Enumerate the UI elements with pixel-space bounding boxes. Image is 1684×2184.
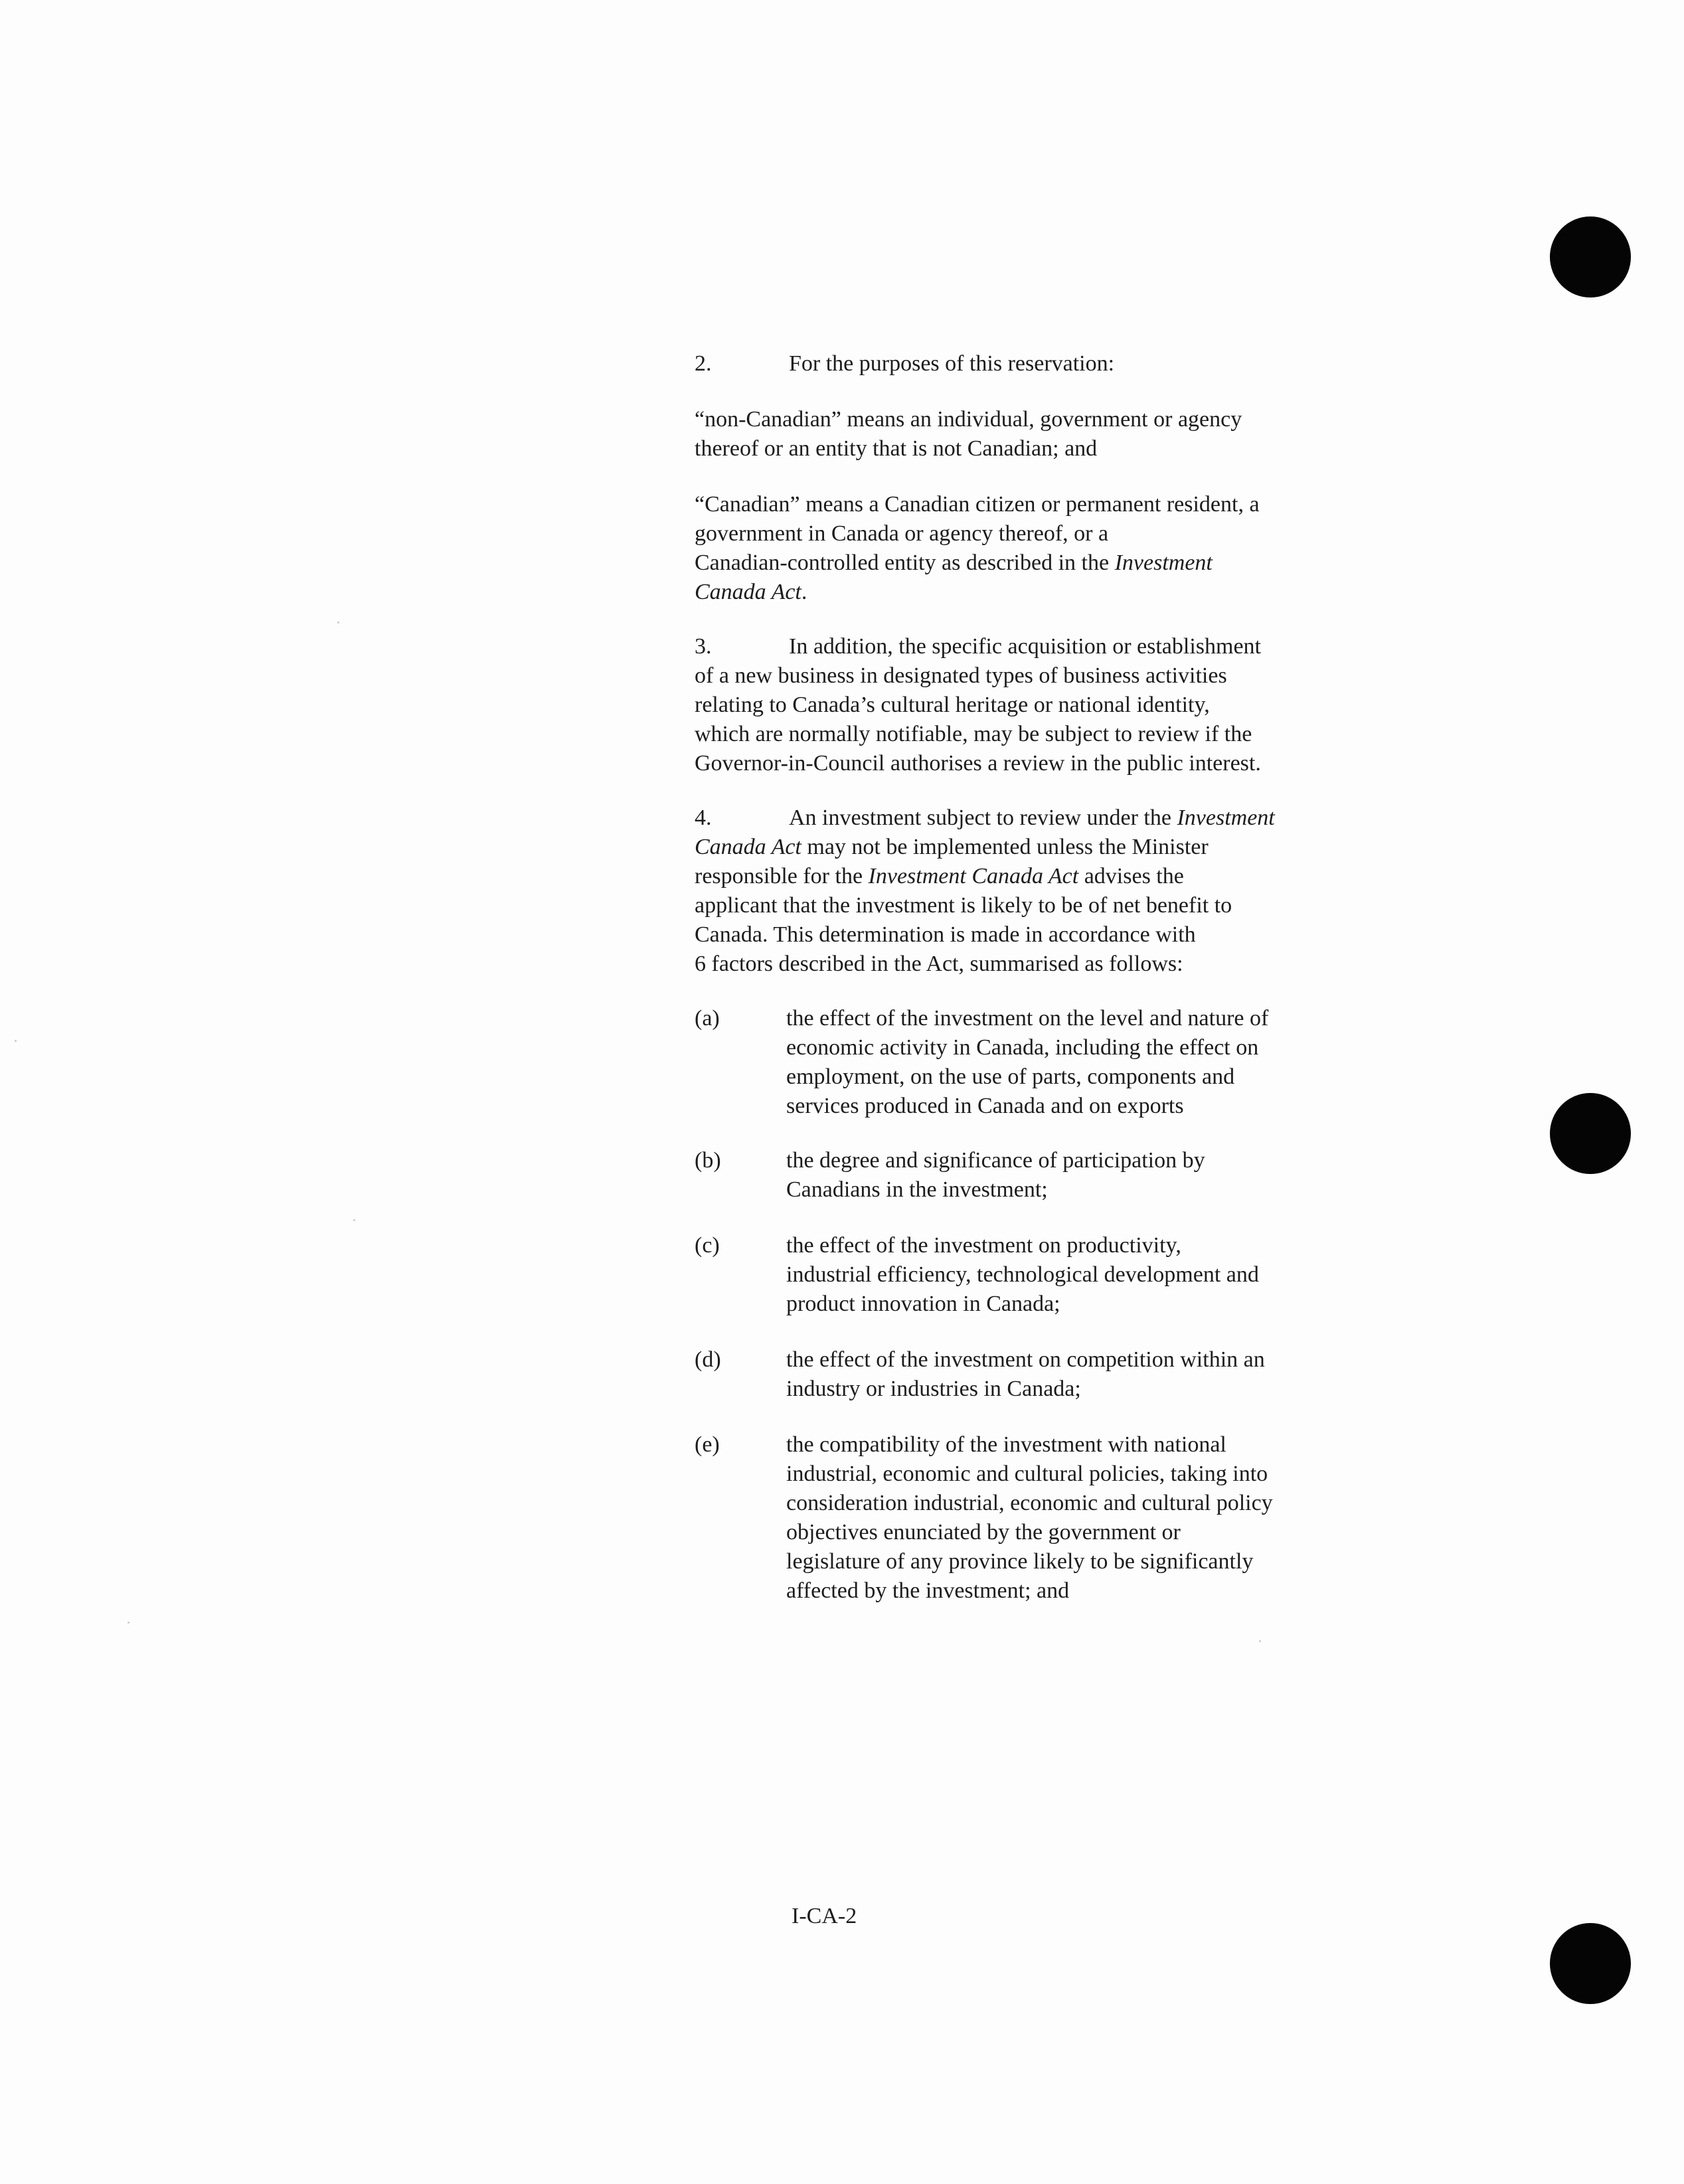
paragraph-2 bbox=[695, 349, 1352, 378]
page-number: I-CA-2 bbox=[792, 1904, 857, 1928]
paragraph-number: 3. bbox=[695, 634, 712, 659]
paragraph-text: An investment subject to review under the bbox=[789, 805, 1177, 830]
factor-line: the effect of the investment on productivity, bbox=[786, 1233, 1181, 1258]
act-title: Investment bbox=[1177, 805, 1275, 830]
factor-line: industry or industries in Canada; bbox=[786, 1377, 1081, 1401]
definition-line: government in Canada or agency thereof, or a bbox=[695, 521, 1109, 546]
paragraph-3 bbox=[695, 632, 1352, 778]
paragraph-line: 6 factors described in the Act, summarised as follows: bbox=[695, 952, 1183, 976]
factor-line: services produced in Canada and on exports bbox=[786, 1094, 1184, 1118]
factor-line: the effect of the investment on the level and nature of bbox=[786, 1006, 1269, 1031]
paragraph-line: of a new business in designated types of business activities bbox=[695, 663, 1227, 688]
definition-line: “non-Canadian” means an individual, government or agency bbox=[695, 407, 1242, 432]
punch-hole-top bbox=[1550, 216, 1631, 297]
factor-line: industrial efficiency, technological development and bbox=[786, 1262, 1259, 1287]
definition-non-canadian bbox=[695, 405, 1352, 463]
act-title: Canada Act bbox=[695, 580, 801, 604]
factor-label: (e) bbox=[695, 1432, 720, 1457]
scan-speck bbox=[127, 1622, 129, 1624]
paragraph-line: Governor-in-Council authorises a review in the public interest. bbox=[695, 751, 1261, 776]
paragraph-text: responsible for the bbox=[695, 864, 869, 888]
factor-line: economic activity in Canada, including the effect on bbox=[786, 1035, 1259, 1060]
factor-line: affected by the investment; and bbox=[786, 1578, 1070, 1603]
punch-hole-bottom bbox=[1550, 1923, 1631, 2004]
scan-speck bbox=[337, 622, 339, 624]
paragraph-text: advises the bbox=[1078, 864, 1184, 888]
factor-label: (a) bbox=[695, 1006, 720, 1031]
paragraph-line: relating to Canada’s cultural heritage or national identity, bbox=[695, 693, 1210, 717]
factor-label: (b) bbox=[695, 1148, 721, 1173]
definition-text: . bbox=[801, 580, 807, 604]
definition-line: “Canadian” means a Canadian citizen or permanent resident, a bbox=[695, 492, 1260, 517]
scan-speck bbox=[353, 1219, 355, 1221]
paragraph-line: applicant that the investment is likely to be of net benefit to bbox=[695, 893, 1232, 918]
paragraph-text: In addition, the specific acquisition or establishment bbox=[789, 634, 1261, 659]
paragraph-4 bbox=[695, 803, 1352, 979]
factor-label: (c) bbox=[695, 1233, 720, 1258]
factor-line: the effect of the investment on competition within an bbox=[786, 1347, 1265, 1372]
definition-canadian bbox=[695, 490, 1352, 607]
scan-speck bbox=[1259, 1640, 1261, 1642]
scan-speck bbox=[15, 1040, 17, 1042]
factor-line: Canadians in the investment; bbox=[786, 1177, 1048, 1202]
paragraph-number: 4. bbox=[695, 805, 712, 830]
punch-hole-middle bbox=[1550, 1093, 1631, 1174]
factor-line: objectives enunciated by the government or bbox=[786, 1520, 1181, 1545]
factor-line: the degree and significance of participation by bbox=[786, 1148, 1205, 1173]
definition-text: Canadian-controlled entity as described in the bbox=[695, 550, 1115, 575]
paragraph-text: For the purposes of this reservation: bbox=[789, 351, 1115, 376]
paragraph-line: which are normally notifiable, may be subject to review if the bbox=[695, 722, 1252, 746]
factor-line: product innovation in Canada; bbox=[786, 1292, 1060, 1316]
factor-line: consideration industrial, economic and cultural policy bbox=[786, 1491, 1273, 1515]
paragraph-line: Canada. This determination is made in accordance with bbox=[695, 922, 1196, 947]
paragraph-text: may not be implemented unless the Minister bbox=[801, 835, 1209, 859]
act-title: Investment bbox=[1114, 550, 1213, 575]
factor-line: employment, on the use of parts, components and bbox=[786, 1064, 1235, 1089]
definition-line: thereof or an entity that is not Canadian; and bbox=[695, 436, 1098, 461]
act-title: Canada Act bbox=[695, 835, 801, 859]
factor-label: (d) bbox=[695, 1347, 721, 1372]
paragraph-number: 2. bbox=[695, 351, 712, 376]
act-title: Investment Canada Act bbox=[868, 864, 1079, 888]
factor-line: industrial, economic and cultural policies, taking into bbox=[786, 1462, 1268, 1486]
factor-line: legislature of any province likely to be significantly bbox=[786, 1549, 1254, 1574]
factor-line: the compatibility of the investment with national bbox=[786, 1432, 1226, 1457]
